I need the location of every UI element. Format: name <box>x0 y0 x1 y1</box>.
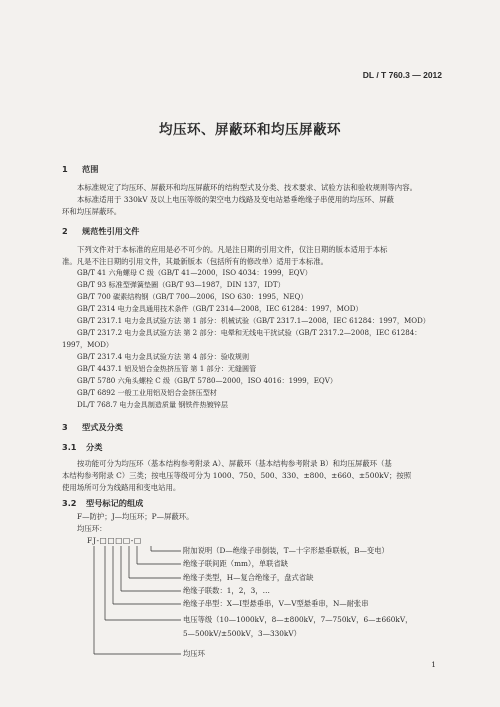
paragraph: 下列文件对于本标准的应用是必不可少的。凡是注日期的引用文件，仅注日期的版本适用于本标 <box>77 245 388 254</box>
section-title: 范围 <box>82 164 99 174</box>
reference-item: GB/T 6892 一般工业用铝及铝合金挤压型材 <box>77 388 217 397</box>
paragraph: 环和均压屏蔽环。 <box>62 207 122 216</box>
section-number: 2 <box>62 226 68 236</box>
annotation: 绝缘子类型，H—复合绝缘子，盘式省缺 <box>183 573 314 582</box>
reference-item-continued: 1997，MOD） <box>62 340 114 349</box>
standard-code: DL / T 760.3 — 2012 <box>362 70 442 80</box>
label-text: 均压环： <box>77 524 107 533</box>
reference-item: GB/T 2317.2 电力金具试验方法 第 2 部分：电晕和无线电干扰试验（GB/T 2317.2—2008，IEC 61284： <box>77 328 422 337</box>
section-title: 分类 <box>86 442 103 452</box>
paragraph: 本标准适用于 330kV 及以上电压等级的架空电力线路及变电站悬垂绝缘子串使用的均压环、屏蔽 <box>77 195 394 204</box>
paragraph: 本结构参考附录 C）三类；按电压等级可分为 1000、750、500、330、±800、±660、±500kV；按照 <box>62 471 412 480</box>
page-title: 均压环、屏蔽环和均压屏蔽环 <box>159 122 341 138</box>
annotation: 绝缘子串型：X—I型悬垂串，V—V型悬垂串，N—耐张串 <box>183 599 369 608</box>
reference-item: GB/T 4437.1 铝及铝合金热挤压管 第 1 部分：无缝圆管 <box>77 364 257 373</box>
reference-item: GB/T 2317.1 电力金具试验方法 第 1 部分：机械试验（GB/T 2317.1—2008，IEC 61284：1997，MOD） <box>77 316 430 325</box>
reference-item: GB/T 700 碳素结构钢（GB/T 700—2006，ISO 630：1995，NEQ） <box>77 292 308 301</box>
reference-item: GB/T 2317.4 电力金具试验方法 第 4 部分：验收规则 <box>77 352 250 361</box>
reference-item: GB/T 5780 六角头螺栓 C 级（GB/T 5780—2000，ISO 4016：1999，EQV） <box>77 376 337 385</box>
paragraph: 按功能可分为均压环（基本结构参考附录 A）、屏蔽环（基本结构参考附录 B）和均压屏蔽环（基 <box>77 459 392 468</box>
annotation: 附加说明（D—绝缘子串倒装，T—十字形悬垂联板，B—变电） <box>183 546 389 555</box>
annotation: 绝缘子联间距（mm），单联省缺 <box>183 559 289 568</box>
page-number: 1 <box>431 660 436 669</box>
reference-item: DL/T 768.7 电力金具制造质量 钢铁件热镀锌层 <box>77 400 228 409</box>
model-code: FJ-□□□□-□ <box>87 536 142 545</box>
section-number: 3.1 <box>62 442 77 452</box>
reference-item: GB/T 2314 电力金具通用技术条件（GB/T 2314—2008，IEC 61284：1997，MOD） <box>77 304 363 313</box>
annotation: 电压等级（10—1000kV，8—±800kV，7—750kV，6—±660kV， <box>183 615 413 624</box>
section-number: 3 <box>62 422 68 432</box>
section-number: 3.2 <box>62 498 77 508</box>
paragraph: 本标准规定了均压环、屏蔽环和均压屏蔽环的结构型式及分类、技术要求、试验方法和验收规则等内容。 <box>77 183 417 192</box>
legend-text: F—防护；J—均压环；P—屏蔽环。 <box>77 512 194 521</box>
annotation: 均压环 <box>183 649 205 658</box>
reference-item: GB/T 41 六角螺母 C 级（GB/T 41—2000，ISO 4034：1999，EQV） <box>77 268 312 277</box>
paragraph: 准。凡是不注日期的引用文件，其最新版本（包括所有的修改单）适用于本标准。 <box>62 257 329 266</box>
section-title: 型号标记的组成 <box>86 498 144 508</box>
paragraph: 使用场所可分为线路用和变电站用。 <box>62 483 181 492</box>
section-title: 规范性引用文件 <box>82 226 140 236</box>
annotation: 绝缘子联数：1，2，3，… <box>183 586 270 595</box>
annotation: 5—500kV/±500kV，3—330kV） <box>183 629 301 638</box>
section-number: 1 <box>62 164 68 174</box>
reference-item: GB/T 93 标准型弹簧垫圈（GB/T 93—1987，DIN 137，IDT） <box>77 280 285 289</box>
section-title: 型式及分类 <box>82 422 123 432</box>
